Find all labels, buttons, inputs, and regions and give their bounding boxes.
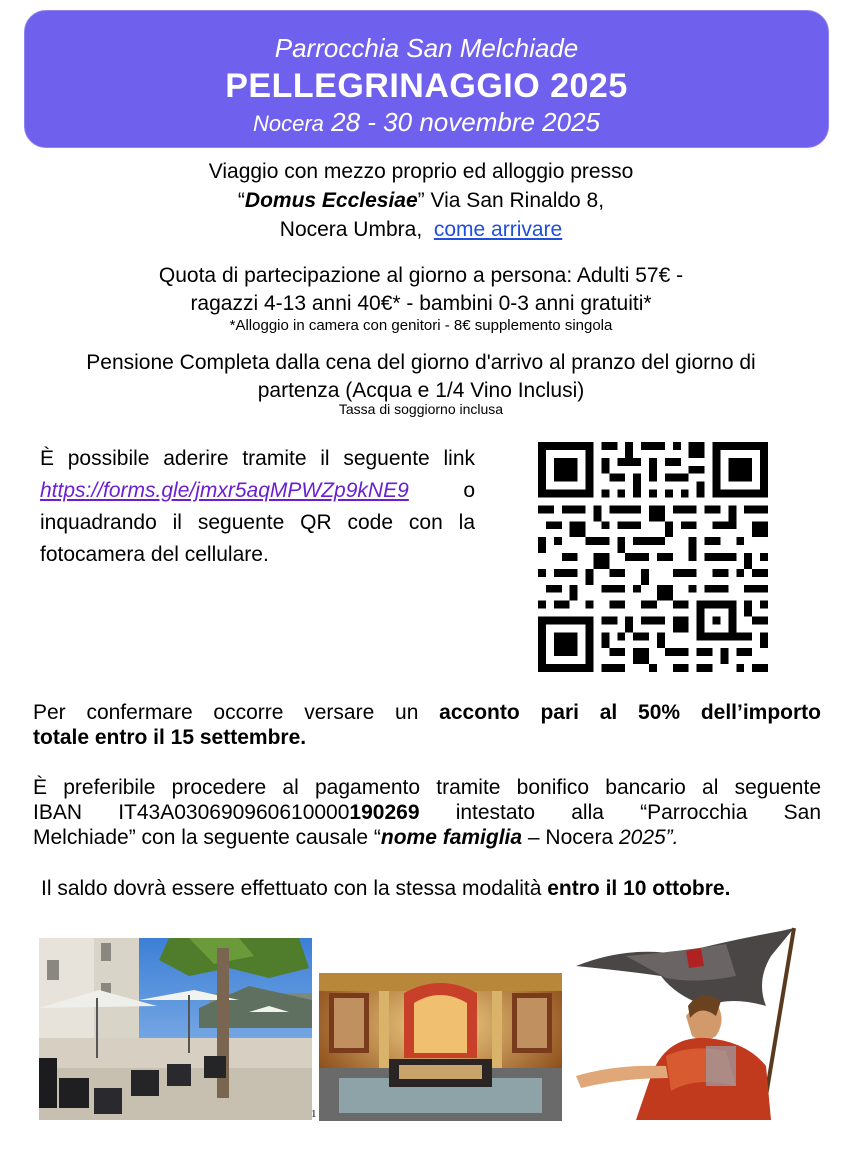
signup-line-3: inquadrando il seguente QR code con la xyxy=(40,511,475,534)
travel-info xyxy=(0,157,842,244)
iban-number xyxy=(118,801,419,824)
fees-line-2: ragazzi 4-13 anni 40€* - bambini 0-3 anni gratuiti* xyxy=(190,292,652,315)
payment-line-3 xyxy=(33,825,821,850)
signup-or: o xyxy=(463,479,475,502)
domus-name: Domus Ecclesiae xyxy=(244,189,418,212)
tax-note: Tassa di soggiorno inclusa xyxy=(338,401,504,417)
causale-name: nome famiglia xyxy=(380,826,523,849)
deposit-text: Per confermare occorre versare un xyxy=(33,701,440,724)
qr-code[interactable] xyxy=(538,442,768,672)
payment-recipient: intestato alla “Parrocchia San xyxy=(455,801,822,824)
fees-line-1: Quota di partecipazione al giorno a persona: Adulti 57€ - xyxy=(158,264,684,287)
signup-line-1: È possibile aderire tramite il seguente link xyxy=(40,447,475,470)
city: Nocera Umbra, xyxy=(279,218,423,241)
travel-line-2 xyxy=(0,186,842,215)
balance-line xyxy=(41,876,831,901)
iban-main: IT43A030690960610000 xyxy=(118,801,350,824)
deposit-line-2 xyxy=(33,725,821,750)
deposit-line-1 xyxy=(33,700,821,725)
page-number: 1 xyxy=(311,1108,317,1120)
courtyard-photo xyxy=(39,938,312,1120)
church-name: Parrocchia San Melchiade xyxy=(274,33,579,63)
travel-line-3 xyxy=(0,215,842,244)
causale-pre: Melchiade” con la seguente causale “ xyxy=(33,826,381,849)
causale-year: 2025”. xyxy=(618,826,679,849)
iban-label: IBAN xyxy=(33,801,83,824)
page-title: PELLEGRINAGGIO 2025 xyxy=(225,67,628,105)
directions-link[interactable]: come arrivare xyxy=(433,218,563,241)
header-banner xyxy=(24,10,829,148)
trip-date-range: 28 - 30 novembre 2025 xyxy=(323,107,600,137)
travel-line-1: Viaggio con mezzo proprio ed alloggio presso xyxy=(208,160,634,183)
balance-text: Il saldo dovrà essere effettuato con la stessa modalità xyxy=(41,877,548,900)
board-line-1: Pensione Completa dalla cena del giorno d'arrivo al pranzo del giorno di xyxy=(86,351,756,374)
address: ” Via San Rinaldo 8, xyxy=(417,189,605,212)
balance-deadline: entro il 10 ottobre. xyxy=(547,877,731,900)
deposit-amount: acconto pari al 50% dell’importo xyxy=(439,701,822,724)
signup-line-2 xyxy=(40,475,475,507)
payment-line-1: È preferibile procedere al pagamento tramite bonifico bancario al seguente xyxy=(33,776,821,799)
signup-line-4: fotocamera del cellulare. xyxy=(40,543,269,566)
deposit-deadline: totale entro il 15 settembre. xyxy=(33,726,307,749)
saint-painting xyxy=(566,926,816,1120)
chapel-photo xyxy=(319,973,562,1121)
board-info xyxy=(0,349,842,405)
trip-dates xyxy=(25,107,828,138)
signup-paragraph xyxy=(40,443,475,571)
form-link[interactable]: https://forms.gle/jmxr5aqMPWZp9kNE9 xyxy=(40,479,409,502)
causale-mid: – Nocera xyxy=(522,826,619,849)
trip-place: Nocera xyxy=(253,111,324,136)
board-line-2: partenza (Acqua e 1/4 Vino Inclusi) xyxy=(257,379,585,402)
payment-paragraph xyxy=(33,775,821,850)
quote-open: “ xyxy=(237,189,245,212)
fees-info xyxy=(0,262,842,318)
fees-note: *Alloggio in camera con genitori - 8€ supplemento singola xyxy=(229,317,613,334)
iban-bold: 190269 xyxy=(349,801,420,824)
payment-line-2 xyxy=(33,800,821,825)
